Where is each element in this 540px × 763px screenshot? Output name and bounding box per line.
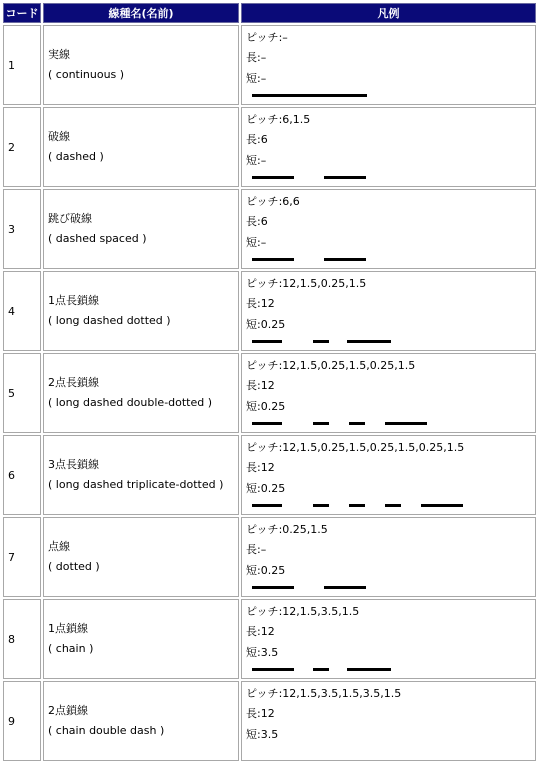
- pitch-label: ピッチ: [246, 112, 279, 126]
- line-segment: [347, 340, 391, 343]
- short-line: 短:–: [246, 235, 267, 249]
- short-line: 短:3.5: [246, 727, 279, 741]
- pitch-value: 6,1.5: [282, 112, 311, 126]
- short-line: 短:–: [246, 71, 267, 85]
- long-label: 長: [246, 625, 257, 639]
- header-code: コード: [3, 3, 41, 23]
- header-name: 線種名(名前): [43, 3, 239, 23]
- code-text: 1: [8, 58, 15, 72]
- cell-name: [43, 271, 239, 351]
- short-label: 短: [246, 235, 257, 249]
- cell-legend: [241, 435, 536, 515]
- cell-code: [3, 189, 41, 269]
- line-segment: [252, 586, 294, 589]
- line-sample: [246, 254, 531, 266]
- line-segment: [313, 422, 329, 425]
- code-text: 7: [8, 550, 15, 564]
- line-segment: [421, 504, 463, 507]
- long-value: 12: [260, 707, 275, 721]
- table-body: [3, 25, 536, 761]
- cell-code: [3, 353, 41, 433]
- pitch-line: ピッチ:12,1.5,0.25,1.5,0.25,1.5,0.25,1.5: [246, 440, 465, 454]
- cell-legend: [241, 353, 536, 433]
- short-value: 3.5: [260, 645, 279, 659]
- long-line: 長:–: [246, 51, 267, 65]
- name-en: ( chain double dash ): [48, 724, 165, 737]
- code-text: 9: [8, 714, 15, 728]
- pitch-line: ピッチ:12,1.5,0.25,1.5,0.25,1.5: [246, 358, 416, 372]
- pitch-label: ピッチ: [246, 194, 279, 208]
- name-en: ( dotted ): [48, 560, 100, 573]
- cell-legend: [241, 681, 536, 761]
- name-en: ( long dashed triplicate-dotted ): [48, 478, 224, 491]
- cell-code: [3, 107, 41, 187]
- pitch-label: ピッチ: [246, 276, 279, 290]
- cell-name: [43, 189, 239, 269]
- name-ja: 点線: [48, 540, 70, 553]
- cell-legend: [241, 271, 536, 351]
- long-label: 長: [246, 51, 257, 65]
- short-value: 0.25: [260, 317, 286, 331]
- pitch-label: ピッチ: [246, 358, 279, 372]
- table-row: [3, 189, 536, 269]
- cell-code: [3, 681, 41, 761]
- name-en: ( dashed spaced ): [48, 232, 147, 245]
- short-line: 短:0.25: [246, 399, 286, 413]
- long-label: 長: [246, 133, 257, 147]
- table-row: [3, 107, 536, 187]
- short-label: 短: [246, 481, 257, 495]
- code-text: 5: [8, 386, 15, 400]
- cell-code: [3, 517, 41, 597]
- code-text: 8: [8, 632, 15, 646]
- table-row: [3, 25, 536, 105]
- name-ja: 3点長鎖線: [48, 458, 99, 471]
- pitch-label: ピッチ: [246, 686, 279, 700]
- pitch-value: –: [282, 30, 288, 44]
- cell-name: [43, 517, 239, 597]
- pitch-value: 12,1.5,0.25,1.5,0.25,1.5,0.25,1.5: [282, 440, 465, 454]
- pitch-line: ピッチ:0.25,1.5: [246, 522, 328, 536]
- name-en: ( long dashed double-dotted ): [48, 396, 213, 409]
- line-sample: [246, 172, 531, 184]
- short-value: –: [260, 71, 267, 85]
- cell-name: [43, 25, 239, 105]
- short-value: 0.25: [260, 563, 286, 577]
- line-segment: [324, 176, 366, 179]
- pitch-line: ピッチ:12,1.5,3.5,1.5: [246, 604, 360, 618]
- name-ja: 2点長鎖線: [48, 376, 99, 389]
- line-segment: [349, 504, 365, 507]
- header-legend: 凡例: [241, 3, 536, 23]
- long-value: 12: [260, 379, 275, 393]
- pitch-label: ピッチ: [246, 604, 279, 618]
- pitch-label: ピッチ: [246, 30, 279, 44]
- cell-code: [3, 25, 41, 105]
- line-segment: [252, 94, 367, 97]
- code-text: 3: [8, 222, 15, 236]
- pitch-value: 0.25,1.5: [282, 522, 328, 536]
- long-line: 長:6: [246, 215, 268, 229]
- line-segment: [313, 668, 329, 671]
- table-row: [3, 353, 536, 433]
- line-segment: [252, 176, 294, 179]
- pitch-value: 12,1.5,0.25,1.5: [282, 276, 367, 290]
- line-segment: [313, 504, 329, 507]
- cell-name: [43, 107, 239, 187]
- long-label: 長: [246, 461, 257, 475]
- long-label: 長: [246, 379, 257, 393]
- short-label: 短: [246, 563, 257, 577]
- long-value: 6: [260, 215, 268, 229]
- long-label: 長: [246, 215, 257, 229]
- line-sample: [246, 746, 531, 758]
- long-value: –: [260, 51, 267, 65]
- code-text: 2: [8, 140, 15, 154]
- name-en: ( long dashed dotted ): [48, 314, 171, 327]
- line-segment: [385, 422, 427, 425]
- pitch-line: ピッチ:12,1.5,0.25,1.5: [246, 276, 367, 290]
- cell-legend: [241, 189, 536, 269]
- cell-legend: [241, 517, 536, 597]
- line-segment: [252, 504, 282, 507]
- pitch-line: ピッチ:12,1.5,3.5,1.5,3.5,1.5: [246, 686, 402, 700]
- name-en: ( dashed ): [48, 150, 104, 163]
- long-value: –: [260, 543, 267, 557]
- pitch-line: ピッチ:–: [246, 30, 288, 44]
- long-label: 長: [246, 297, 257, 311]
- short-value: –: [260, 153, 267, 167]
- long-value: 6: [260, 133, 268, 147]
- table-row: [3, 271, 536, 351]
- name-ja: 1点長鎖線: [48, 294, 99, 307]
- long-line: 長:12: [246, 461, 275, 475]
- pitch-value: 6,6: [282, 194, 300, 208]
- name-ja: 実線: [48, 48, 70, 61]
- pitch-label: ピッチ: [246, 440, 279, 454]
- name-ja: 跳び破線: [48, 212, 92, 225]
- table-row: [3, 681, 536, 761]
- table-row: [3, 517, 536, 597]
- table-row: [3, 435, 536, 515]
- line-segment: [385, 504, 401, 507]
- line-sample: [246, 582, 531, 594]
- name-en: ( chain ): [48, 642, 94, 655]
- line-segment: [252, 422, 282, 425]
- code-text: 6: [8, 468, 15, 482]
- name-ja: 2点鎖線: [48, 704, 88, 717]
- cell-name: [43, 599, 239, 679]
- long-label: 長: [246, 543, 257, 557]
- line-segment: [324, 586, 366, 589]
- long-value: 12: [260, 625, 275, 639]
- short-label: 短: [246, 399, 257, 413]
- cell-legend: [241, 599, 536, 679]
- long-label: 長: [246, 707, 257, 721]
- pitch-value: 12,1.5,3.5,1.5,3.5,1.5: [282, 686, 402, 700]
- long-line: 長:12: [246, 707, 275, 721]
- long-value: 12: [260, 297, 275, 311]
- code-text: 4: [8, 304, 15, 318]
- line-segment: [252, 668, 294, 671]
- pitch-line: ピッチ:6,1.5: [246, 112, 311, 126]
- line-segment: [313, 340, 329, 343]
- pitch-line: ピッチ:6,6: [246, 194, 300, 208]
- cell-name: [43, 435, 239, 515]
- line-segment: [349, 422, 365, 425]
- short-line: 短:0.25: [246, 317, 286, 331]
- cell-code: [3, 599, 41, 679]
- short-label: 短: [246, 153, 257, 167]
- line-segment: [347, 668, 391, 671]
- short-label: 短: [246, 727, 257, 741]
- cell-code: [3, 271, 41, 351]
- line-sample: [246, 90, 531, 102]
- header-row: [3, 3, 536, 23]
- short-line: 短:3.5: [246, 645, 279, 659]
- name-ja: 1点鎖線: [48, 622, 88, 635]
- line-sample: [246, 664, 531, 676]
- long-line: 長:12: [246, 625, 275, 639]
- long-line: 長:12: [246, 297, 275, 311]
- short-value: 3.5: [260, 727, 279, 741]
- short-label: 短: [246, 645, 257, 659]
- short-label: 短: [246, 317, 257, 331]
- short-line: 短:0.25: [246, 563, 286, 577]
- line-sample: [246, 336, 531, 348]
- short-value: 0.25: [260, 481, 286, 495]
- pitch-label: ピッチ: [246, 522, 279, 536]
- short-line: 短:–: [246, 153, 267, 167]
- short-value: 0.25: [260, 399, 286, 413]
- pitch-value: 12,1.5,0.25,1.5,0.25,1.5: [282, 358, 416, 372]
- pitch-value: 12,1.5,3.5,1.5: [282, 604, 360, 618]
- long-line: 長:6: [246, 133, 268, 147]
- table-row: [3, 599, 536, 679]
- short-line: 短:0.25: [246, 481, 286, 495]
- long-value: 12: [260, 461, 275, 475]
- long-line: 長:–: [246, 543, 267, 557]
- line-segment: [324, 258, 366, 261]
- line-sample: [246, 418, 531, 430]
- cell-code: [3, 435, 41, 515]
- short-label: 短: [246, 71, 257, 85]
- name-ja: 破線: [48, 130, 70, 143]
- line-sample: [246, 500, 531, 512]
- cell-legend: [241, 25, 536, 105]
- cell-name: [43, 681, 239, 761]
- cell-legend: [241, 107, 536, 187]
- short-value: –: [260, 235, 267, 249]
- cell-name: [43, 353, 239, 433]
- line-segment: [252, 340, 282, 343]
- linetype-table: [1, 1, 538, 763]
- name-en: ( continuous ): [48, 68, 125, 81]
- line-segment: [252, 258, 294, 261]
- long-line: 長:12: [246, 379, 275, 393]
